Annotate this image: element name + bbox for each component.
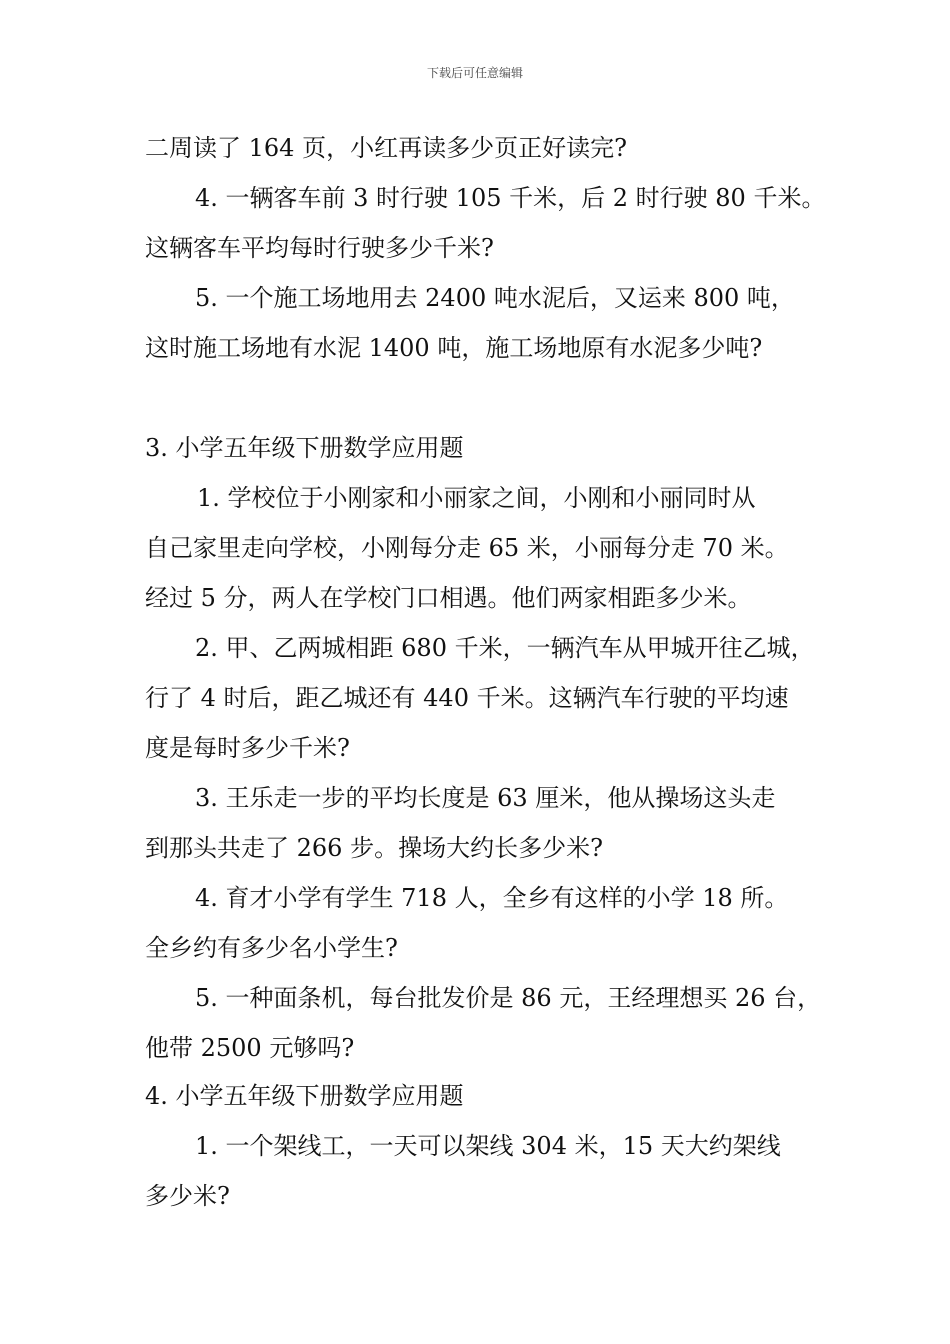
section-title: 3. 小学五年级下册数学应用题 [145, 434, 464, 462]
text-line: 5. 一种面条机，每台批发价是 86 元，王经理想买 26 台， [195, 984, 822, 1012]
text-line: 全乡约有多少名小学生? [145, 934, 398, 962]
text-line: 这时施工场地有水泥 1400 吨，施工场地原有水泥多少吨? [145, 334, 763, 362]
text-line: 自己家里走向学校，小刚每分走 65 米，小丽每分走 70 米。 [145, 534, 789, 562]
page-header: 下载后可任意编辑 [426, 66, 523, 80]
text-line: 度是每时多少千米? [145, 734, 350, 762]
text-line: 二周读了 164 页，小红再读多少页正好读完? [145, 134, 627, 162]
text-line: 4. 育才小学有学生 718 人，全乡有这样的小学 18 所。 [195, 884, 789, 912]
text-line: 行了 4 时后，距乙城还有 440 千米。这辆汽车行驶的平均速 [145, 684, 789, 712]
section-title: 4. 小学五年级下册数学应用题 [145, 1082, 464, 1110]
text-line: 这辆客车平均每时行驶多少千米? [145, 234, 494, 262]
text-line: 到那头共走了 266 步。操场大约长多少米? [145, 834, 603, 862]
text-line: 2. 甲、乙两城相距 680 千米，一辆汽车从甲城开往乙城， [195, 634, 815, 662]
text-line: 1. 学校位于小刚家和小丽家之间，小刚和小丽同时从 [197, 484, 756, 512]
text-line: 4. 一辆客车前 3 时行驶 105 千米，后 2 时行驶 80 千米。 [195, 184, 826, 212]
text-line: 他带 2500 元够吗? [145, 1034, 355, 1062]
text-line: 5. 一个施工场地用去 2400 吨水泥后，又运来 800 吨， [195, 284, 795, 312]
text-line: 1. 一个架线工，一天可以架线 304 米，15 天大约架线 [195, 1132, 781, 1160]
text-line: 经过 5 分，两人在学校门口相遇。他们两家相距多少米。 [145, 584, 752, 612]
text-line: 多少米? [145, 1182, 230, 1210]
text-line: 3. 王乐走一步的平均长度是 63 厘米，他从操场这头走 [195, 784, 776, 812]
